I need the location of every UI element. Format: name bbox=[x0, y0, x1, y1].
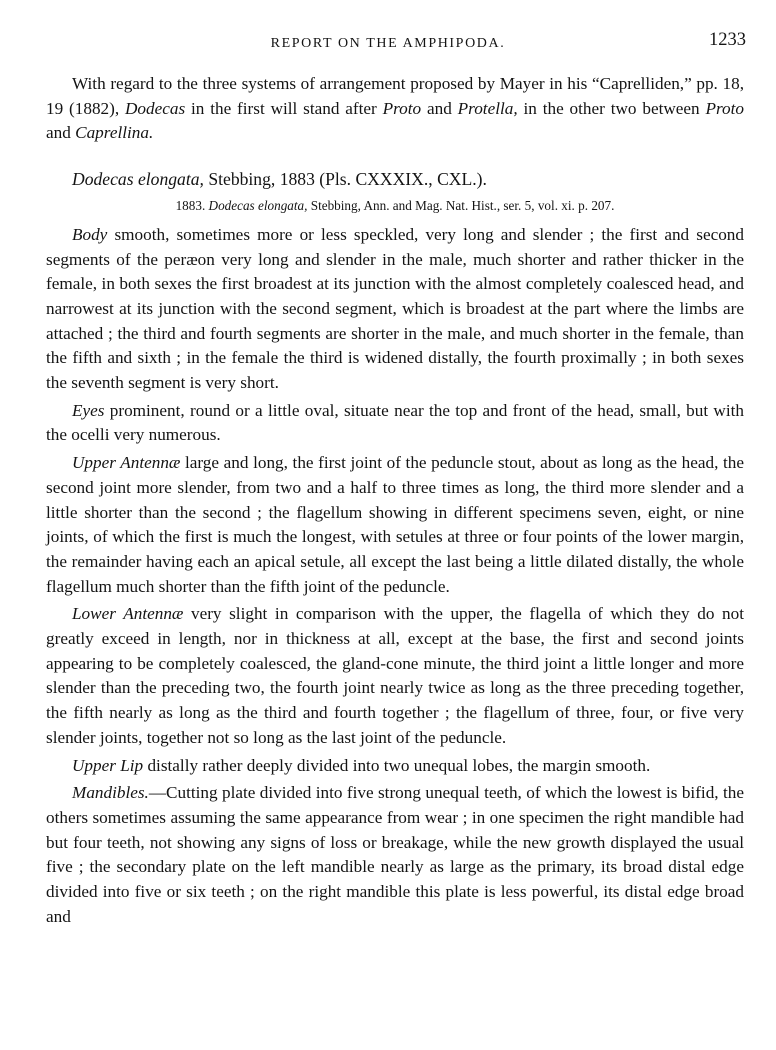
intro-text-1: With regard to the three systems of arrangement proposed by Mayer in his “Caprelliden,” pp. 18, 19 (1882), bbox=[46, 74, 744, 118]
intro-text-5: and bbox=[46, 123, 76, 143]
body-description: smooth, sometimes more or less speckled, very long and slender ; the first and second segments of the peræon very long and slender in the male, much shorter and rather thicker in the female, in both sexes the first broadest at its junction with the almost completely coalesced head, and narrowest at its junction with the second segment, which is broadest at the part where the limbs are attached ; the third and fourth segments are shorter in the male, and much shorter in the female, than the fifth and sixth ; in the female the third is widened distally, the fourth proximally ; in both sexes the seventh segment is very short. bbox=[46, 224, 744, 393]
intro-text-2: in the first will stand after bbox=[185, 98, 383, 118]
intro-paragraph bbox=[46, 72, 744, 146]
lower-antennae-paragraph bbox=[46, 602, 744, 750]
term-eyes: Eyes bbox=[72, 400, 105, 420]
intro-text-4: in the other two between bbox=[517, 98, 706, 118]
genus-dodecas: Dodecas bbox=[125, 98, 186, 118]
term-upper-lip: Upper Lip bbox=[72, 755, 144, 775]
running-title: REPORT ON THE AMPHIPODA. bbox=[270, 36, 506, 51]
term-mandibles: Mandibles. bbox=[72, 783, 149, 803]
term-body: Body bbox=[72, 224, 108, 244]
genus-proto-2: Proto bbox=[705, 98, 744, 118]
term-lower-antennae: Lower Antennæ bbox=[72, 604, 184, 624]
synonymy-year: 1883. bbox=[175, 197, 209, 213]
upper-lip-description: distally rather deeply divided into two unequal lobes, the margin smooth. bbox=[143, 755, 651, 775]
species-authority: Stebbing, 1883 (Pls. CXXXIX., CXL.). bbox=[203, 169, 487, 190]
lower-antennae-description: very slight in comparison with the upper, the flagella of which they do not greatly exceed in length, nor in thickness at all, except at the base, the first and second joints appearing to be completely coalesced, the gland-cone minute, the third joint a little longer and more slender than the preceding two, the fourth joint nearly twice as long as the three preceding together, the fifth nearly as long as the third and fourth together ; the flagellum of three, four, or five very slender joints, together not so long as the last joint of the peduncle. bbox=[46, 604, 744, 747]
upper-antennae-paragraph bbox=[46, 451, 744, 599]
upper-antennae-description: large and long, the first joint of the peduncle stout, about as long as the head, the second joint more slender, from two and a half to three times as long, the third more slender and a little shorter than the second ; the flagellum showing in different specimens seven, eight, or nine joints, of which the first is much the longest, with setules at three or four points of the lower margin, the remainder having each an apical setule, all except the last being a little dilated distally, the whole flagellum much shorter than the fifth joint of the peduncle. bbox=[46, 453, 744, 596]
genus-proto: Proto bbox=[382, 98, 422, 118]
synonymy-reference bbox=[46, 197, 744, 215]
running-head bbox=[0, 30, 776, 54]
upper-lip-paragraph bbox=[46, 754, 744, 779]
body-text bbox=[46, 72, 744, 930]
species-name: Dodecas elongata, bbox=[72, 169, 204, 190]
page-number: 1233 bbox=[709, 30, 746, 50]
intro-text-3: and bbox=[421, 98, 458, 118]
eyes-description: prominent, round or a little oval, situate near the top and front of the head, small, but with the ocelli very numerous. bbox=[46, 400, 744, 445]
term-upper-antennae: Upper Antennæ bbox=[72, 453, 181, 473]
mandibles-paragraph bbox=[46, 781, 744, 929]
genus-protella: Protella, bbox=[457, 98, 518, 118]
mandibles-description: —Cutting plate divided into five strong unequal teeth, of which the lowest is bifid, the others sometimes assuming the same appearance from wear ; in one specimen the right mandible had but four teeth, not showing any signs of loss or breakage, while the new growth displayed the usual five ; the secondary plate on the left mandible nearly as large as the primary, its broad distal edge divided into five or six teeth ; on the right mandible this plate is less powerful, its distal edge broad and bbox=[46, 783, 744, 926]
synonymy-citation: Stebbing, Ann. and Mag. Nat. Hist., ser. 5, vol. xi. p. 207. bbox=[307, 197, 615, 213]
synonymy-name: Dodecas elongata, bbox=[208, 197, 308, 213]
body-paragraph bbox=[46, 223, 744, 396]
species-heading bbox=[46, 167, 744, 192]
eyes-paragraph bbox=[46, 399, 744, 448]
genus-caprellina: Caprellina. bbox=[75, 123, 154, 143]
